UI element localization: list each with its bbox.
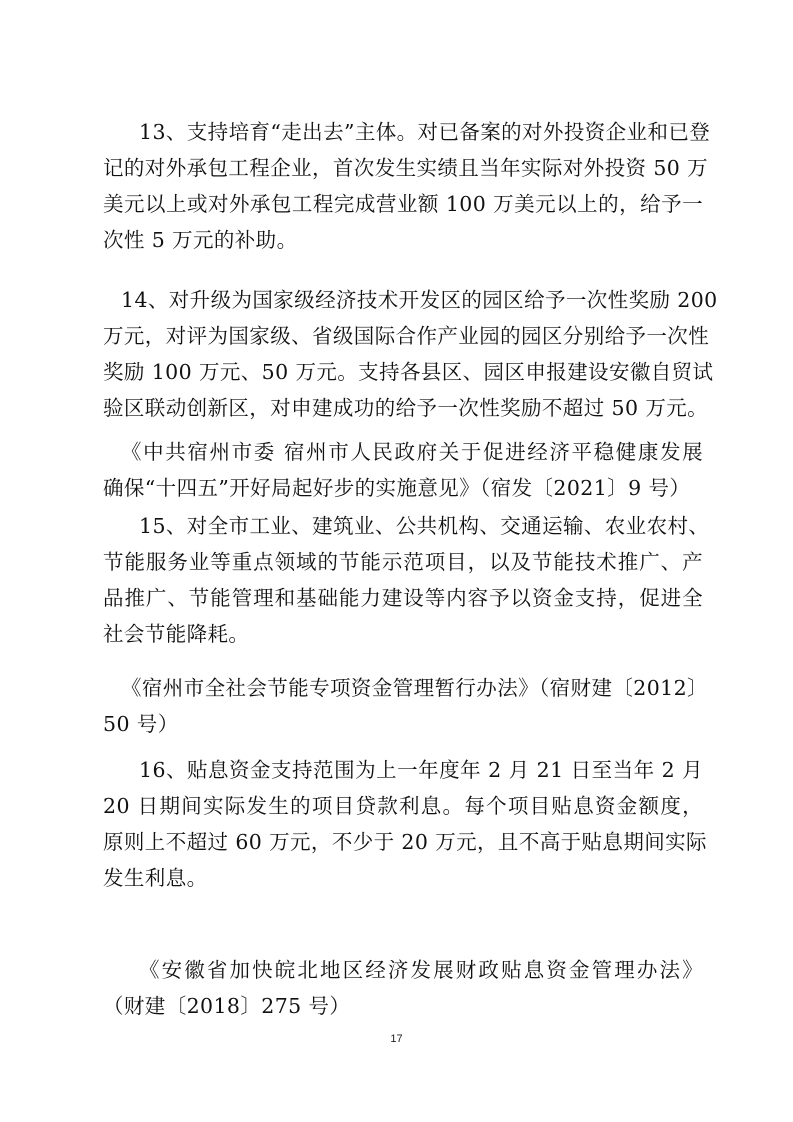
text-line: 节能服务业等重点领域的节能示范项目，以及节能技术推广、产 bbox=[103, 550, 703, 574]
source-citation-15 bbox=[103, 670, 708, 742]
text-line: 16、贴息资金支持范围为上一年度年 2 月 21 日至当年 2 月 bbox=[139, 758, 703, 782]
source-citation-14 bbox=[103, 434, 703, 506]
text-line: 社会节能降耗。 bbox=[103, 622, 250, 646]
text-line: 《宿州市全社会节能专项资金管理暂行办法》（宿财建〔2012〕 bbox=[121, 676, 708, 700]
text-line: 次性 5 万元的补助。 bbox=[103, 228, 298, 252]
text-line: 13、支持培育“走出去”主体。对已备案的对外投资企业和已登 bbox=[139, 120, 711, 144]
source-citation-16 bbox=[103, 952, 703, 1024]
text-line: 发生利息。 bbox=[103, 866, 208, 890]
text-line: 验区联动创新区，对申建成功的给予一次性奖励不超过 50 万元。 bbox=[103, 396, 709, 420]
text-line: 确保“十四五”开好局起好步的实施意见》（宿发〔2021〕9 号） bbox=[103, 476, 691, 500]
text-line: 原则上不超过 60 万元，不少于 20 万元，且不高于贴息期间实际 bbox=[103, 830, 707, 854]
text-line: 美元以上或对外承包工程完成营业额 100 万美元以上的，给予一 bbox=[103, 192, 703, 216]
text-line: 万元，对评为国家级、省级国际合作产业园的园区分别给予一次性 bbox=[103, 324, 710, 348]
text-line: 《中共宿州市委 宿州市人民政府关于促进经济平稳健康发展 bbox=[121, 440, 703, 464]
text-line: 15、对全市工业、建筑业、公共机构、交通运输、农业农村、 bbox=[139, 514, 710, 538]
text-line: 14、对升级为国家级经济技术开发区的园区给予一次性奖励 200 bbox=[121, 288, 718, 312]
text-line: （财建〔2018〕275 号） bbox=[103, 994, 351, 1018]
text-line: 20 日期间实际发生的项目贷款利息。每个项目贴息资金额度， bbox=[103, 794, 703, 818]
paragraph-13 bbox=[103, 114, 711, 258]
text-line: 记的对外承包工程企业，首次发生实绩且当年实际对外投资 50 万 bbox=[103, 156, 709, 180]
paragraph-16 bbox=[103, 752, 707, 896]
text-line: 奖励 100 万元、50 万元。支持各县区、园区申报建设安徽自贸试 bbox=[103, 360, 714, 384]
paragraph-14 bbox=[103, 282, 718, 426]
text-line: 50 号） bbox=[103, 712, 179, 736]
text-line: 品推广、节能管理和基础能力建设等内容予以资金支持，促进全 bbox=[103, 586, 703, 610]
paragraph-15 bbox=[103, 508, 710, 652]
page-number: 17 bbox=[390, 1033, 403, 1045]
text-line: 《安徽省加快皖北地区经济发展财政贴息资金管理办法》 bbox=[139, 958, 703, 982]
